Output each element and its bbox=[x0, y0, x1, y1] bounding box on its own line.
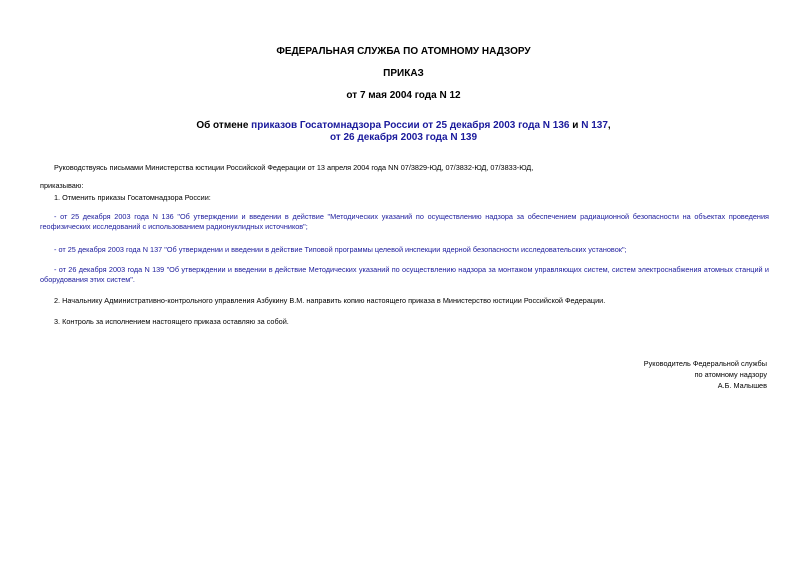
doc-type-heading: ПРИКАЗ bbox=[383, 68, 424, 79]
title-and: и bbox=[569, 120, 582, 131]
signature-line-2: по атомному надзору bbox=[694, 370, 767, 379]
title-prefix: Об отмене bbox=[196, 120, 252, 131]
title-comma: , bbox=[607, 120, 611, 131]
title-line-1 bbox=[0, 120, 807, 132]
sub-item-136-link[interactable]: - от 25 декабря 2003 года N 136 "Об утверждении и введении в действие "Методических указаний по осуществлению надзора за обеспечением радиационной безопасности на объектах проведения геофизических исследований с использованием радионуклидных источников"; bbox=[40, 212, 769, 231]
item-3: 3. Контроль за исполнением настоящего приказа оставляю за собой. bbox=[54, 317, 289, 326]
title-link-orders-136[interactable]: приказов Госатомнадзора России от 25 декабря 2003 года N 136 bbox=[251, 120, 570, 131]
sub-item-139-link[interactable]: - от 26 декабря 2003 года N 139 "Об утверждении и введении в действие Методических указаний по осуществлению надзора за монтажом управляющих систем, систем электроснабжения атомных станций и оборудования этих систем". bbox=[40, 265, 769, 284]
title-line-2 bbox=[0, 132, 807, 144]
doc-date: от 7 мая 2004 года N 12 bbox=[346, 90, 461, 101]
title-link-order-139[interactable]: от 26 декабря 2003 года N 139 bbox=[329, 132, 478, 143]
signature-line-1: Руководитель Федеральной службы bbox=[643, 359, 767, 368]
preamble-paragraph: Руководствуясь письмами Министерства юстиции Российской Федерации от 13 апреля 2004 года NN 07/3829-ЮД, 07/3832-ЮД, 07/3833-ЮД, bbox=[54, 163, 534, 172]
signature-name: А.Б. Малышев bbox=[717, 381, 767, 390]
title-link-order-137[interactable]: N 137 bbox=[581, 120, 608, 131]
signature-block bbox=[567, 358, 767, 391]
item-1: 1. Отменить приказы Госатомнадзора России: bbox=[54, 193, 211, 202]
orders-word: приказываю: bbox=[40, 181, 84, 190]
sub-item-137-link[interactable]: - от 25 декабря 2003 года N 137 "Об утверждении и введении в действие Типовой программы целевой инспекции ядерной безопасности исследовательских установок"; bbox=[54, 245, 627, 254]
doc-title bbox=[0, 120, 807, 144]
agency-heading: ФЕДЕРАЛЬНАЯ СЛУЖБА ПО АТОМНОМУ НАДЗОРУ bbox=[276, 46, 531, 57]
item-2: 2. Начальнику Административно-контрольного управления Азбукину В.М. направить копию настоящего приказа в Министерство юстиции Российской Федерации. bbox=[54, 296, 606, 305]
